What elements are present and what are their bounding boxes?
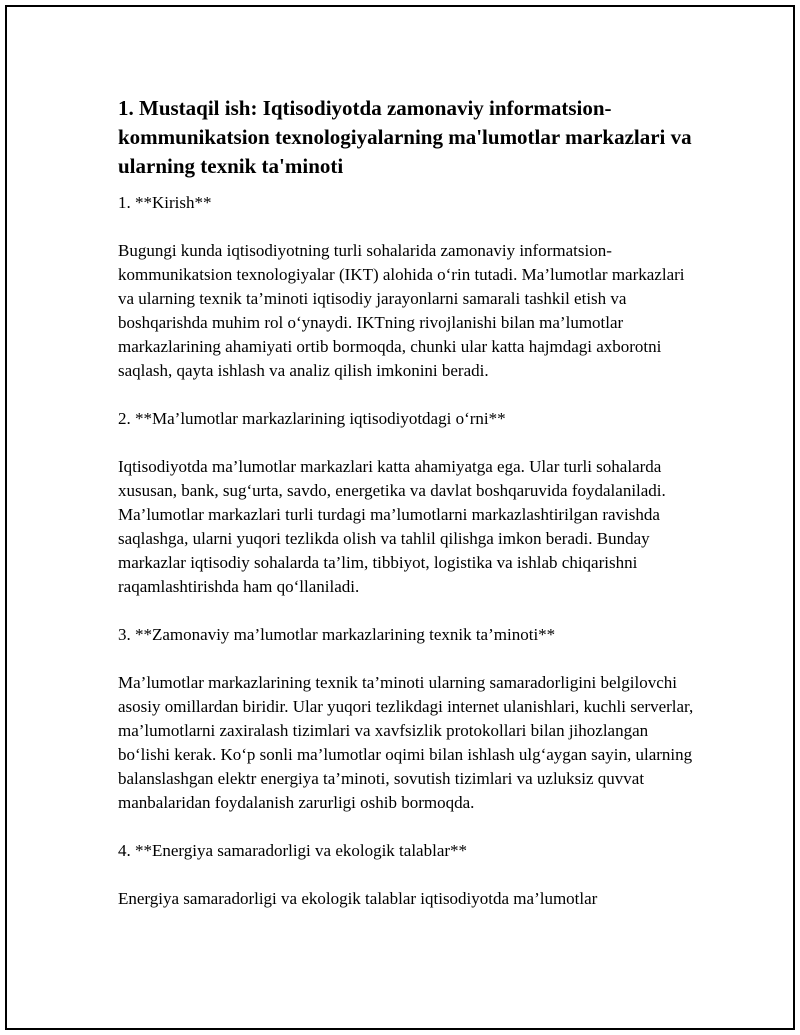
section-heading-energy: 4. **Energiya samaradorligi va ekologik talablar** xyxy=(118,841,468,860)
section-paragraph-technical: Ma’lumotlar markazlarining texnik ta’minoti ularning samaradorligini belgilovchi asosiy omillardan biridir. Ular yuqori tezlikdagi internet ulanishlari, kuchli serverlar, ma’lumotlarni zaxiralash tizimlari va xavfsizlik protokollari bilan jihozlangan bo‘lishi kerak. Ko‘p sonli ma’lumotlar oqimi bilan ishlash ulg‘aygan sayin, ularning balanslashgan elektr energiya ta’minoti, sovutish tizimlari va uzluksiz quvvat manbalaridan foydalanish zarurligi oshib bormoqda. xyxy=(118,673,694,812)
section-heading-role: 2. **Ma’lumotlar markazlarining iqtisodiyotdagi o‘rni** xyxy=(118,409,506,428)
section-paragraph-intro: Bugungi kunda iqtisodiyotning turli sohalarida zamonaviy informatsion-kommunikatsion texnologiyalar (IKT) alohida o‘rin tutadi. Ma’lumotlar markazlari va ularning texnik ta’minoti iqtisodiy jarayonlarni samarali tashkil etish va boshqarishda muhim rol o‘ynaydi. IKTning rivojlanishi bilan ma’lumotlar markazlarining ahamiyati ortib bormoqda, chunki ular katta hajmdagi axborotni saqlash, qayta ishlash va analiz qilish imkonini beradi. xyxy=(118,241,685,380)
section-paragraph-role: Iqtisodiyotda ma’lumotlar markazlari katta ahamiyatga ega. Ular turli sohalarda xususan, bank, sug‘urta, savdo, energetika va davlat boshqaruvida foydalaniladi. Ma’lumotlar markazlari turli turdagi ma’lumotlarni markazlashtirilgan ravishda saqlashga, ularni yuqori tezlikda olish va tahlil qilishga imkon beradi. Bunday markazlar iqtisodiy sohalarda ta’lim, tibbiyot, logistika va ishlab chiqarishni raqamlashtirishda ham qo‘llaniladi. xyxy=(118,457,666,596)
section-heading-technical: 3. **Zamonaviy ma’lumotlar markazlarining texnik ta’minoti** xyxy=(118,625,556,644)
section-paragraph-energy: Energiya samaradorligi va ekologik talablar iqtisodiyotda ma’lumotlar xyxy=(118,889,598,908)
document-title: 1. Mustaqil ish: Iqtisodiyotda zamonaviy informatsion-kommunikatsion texnologiyalarning ma'lumotlar markazlari va ularning texnik ta'minoti xyxy=(118,96,692,178)
document-body xyxy=(118,94,698,935)
section-heading-intro: 1. **Kirish** xyxy=(118,193,212,212)
